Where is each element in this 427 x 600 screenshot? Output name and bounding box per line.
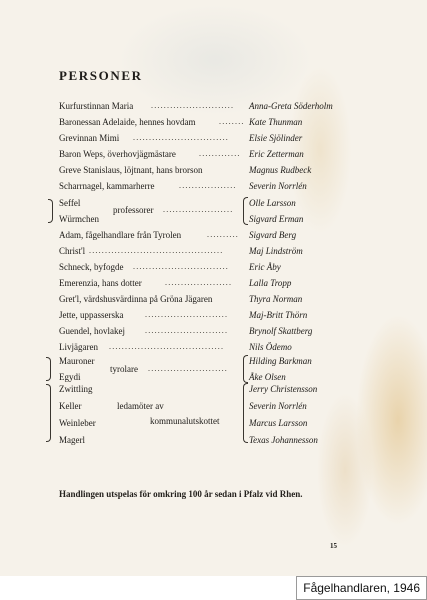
actor-row (59, 382, 349, 396)
cast-row (59, 324, 349, 338)
leader-dots: .......... (207, 230, 239, 239)
actor-name: Olle Larsson (249, 198, 296, 208)
actor-row (59, 212, 349, 226)
leader-dots: ..................... (165, 278, 233, 287)
actor-name: Maj-Britt Thörn (249, 310, 308, 320)
actor-name: Texas Johannesson (249, 435, 318, 445)
left-brace (46, 357, 51, 381)
leader-dots: ......................... (148, 364, 228, 373)
cast-row (59, 163, 349, 177)
leader-dots: .......................................... (89, 246, 224, 255)
actor-name: Elsie Sjölinder (249, 133, 303, 143)
actor-name: Eric Åby (249, 262, 281, 272)
actor-row (59, 433, 349, 447)
actor-name: Kate Thunman (249, 117, 303, 127)
actor-row (59, 416, 349, 430)
actor-name: Sigvard Erman (249, 214, 304, 224)
cast-row (59, 228, 349, 242)
cast-row (59, 340, 349, 354)
cast-row (59, 276, 349, 290)
left-brace (48, 199, 53, 223)
role-name: Mauroner (59, 356, 95, 366)
page-heading: PERSONER (59, 68, 143, 83)
role-name: Kurfurstinnan Maria (59, 101, 134, 111)
setting-note: Handlingen utspelas för omkring 100 år sedan i Pfalz vid Rhen. (59, 489, 303, 499)
cast-row (59, 260, 349, 274)
group-label: ledamöter av (117, 401, 164, 411)
group-label: tyrolare (110, 364, 138, 374)
leader-dots: .......................... (151, 101, 235, 110)
role-name: Baronessan Adelaide, hennes hovdam (59, 117, 196, 127)
group-label: professorer (113, 205, 154, 215)
page-number: 15 (330, 542, 337, 550)
leader-dots: .......................... (145, 310, 229, 319)
role-name: Egydi (59, 372, 81, 382)
leader-dots: ........ (219, 117, 245, 126)
role-name: Weinleber (59, 418, 96, 428)
cast-row (59, 179, 349, 193)
actor-name: Severin Norrlén (249, 401, 307, 411)
actor-name: Maj Lindström (249, 246, 303, 256)
actor-name: Magnus Rudbeck (249, 165, 312, 175)
actor-name: Jerry Christensson (249, 384, 318, 394)
cast-row (59, 147, 349, 161)
role-name: Würmchen (59, 214, 99, 224)
role-name: Gret'l, värdshusvärdinna på Gröna Jägaren (59, 294, 213, 304)
role-name: Magerl (59, 435, 85, 445)
actor-row (59, 196, 349, 210)
role-name: Adam, fågelhandlare från Tyrolen (59, 230, 182, 240)
role-name: Grevinnan Mimi (59, 133, 120, 143)
actor-name: Severin Norrlén (249, 181, 307, 191)
cast-row (59, 115, 349, 129)
role-name: Baron Weps, överhovjägmästare (59, 149, 176, 159)
leader-dots: .............................. (133, 133, 229, 142)
actor-name: Sigvard Berg (249, 230, 297, 240)
leader-dots: .................................... (109, 342, 225, 351)
leader-dots: .......................... (145, 326, 229, 335)
group-label: kommunalutskottet (150, 416, 220, 426)
actor-name: Marcus Larsson (249, 418, 308, 428)
cast-row (59, 292, 349, 306)
actor-name: Brynolf Skattberg (249, 326, 313, 336)
role-name: Emerenzia, hans dotter (59, 278, 142, 288)
role-name: Scharrnagel, kammarherre (59, 181, 155, 191)
cast-row (59, 308, 349, 322)
role-name: Guendel, hovlakej (59, 326, 125, 336)
role-name: Christ'l (59, 246, 86, 256)
leader-dots: .................. (179, 181, 237, 190)
leader-dots: ............. (199, 149, 241, 158)
actor-name: Anna-Greta Söderholm (249, 101, 333, 111)
cast-row (59, 131, 349, 145)
actor-row (59, 399, 349, 413)
role-name: Zwittling (59, 384, 93, 394)
role-name: Livjägaren (59, 342, 98, 352)
role-name: Schneck, byfogde (59, 262, 124, 272)
leader-dots: .............................. (133, 262, 229, 271)
cast-row (59, 99, 349, 113)
leader-dots: ...................... (163, 205, 234, 214)
role-name: Keller (59, 401, 82, 411)
actor-name: Nils Ödemo (249, 342, 292, 352)
role-name: Greve Stanislaus, löjtnant, hans brorson (59, 165, 203, 175)
actor-name: Hilding Barkman (249, 356, 312, 366)
cast-row (59, 244, 349, 258)
actor-name: Thyra Norman (249, 294, 303, 304)
actor-row (59, 354, 349, 368)
actor-name: Eric Zetterman (249, 149, 304, 159)
actor-name: Lalla Tropp (249, 278, 292, 288)
role-name: Jette, uppasserska (59, 310, 124, 320)
actor-name: Åke Olsen (249, 372, 286, 382)
left-brace (46, 384, 51, 442)
role-name: Seffel (59, 198, 81, 208)
image-caption: Fågelhandlaren, 1946 (296, 576, 427, 600)
